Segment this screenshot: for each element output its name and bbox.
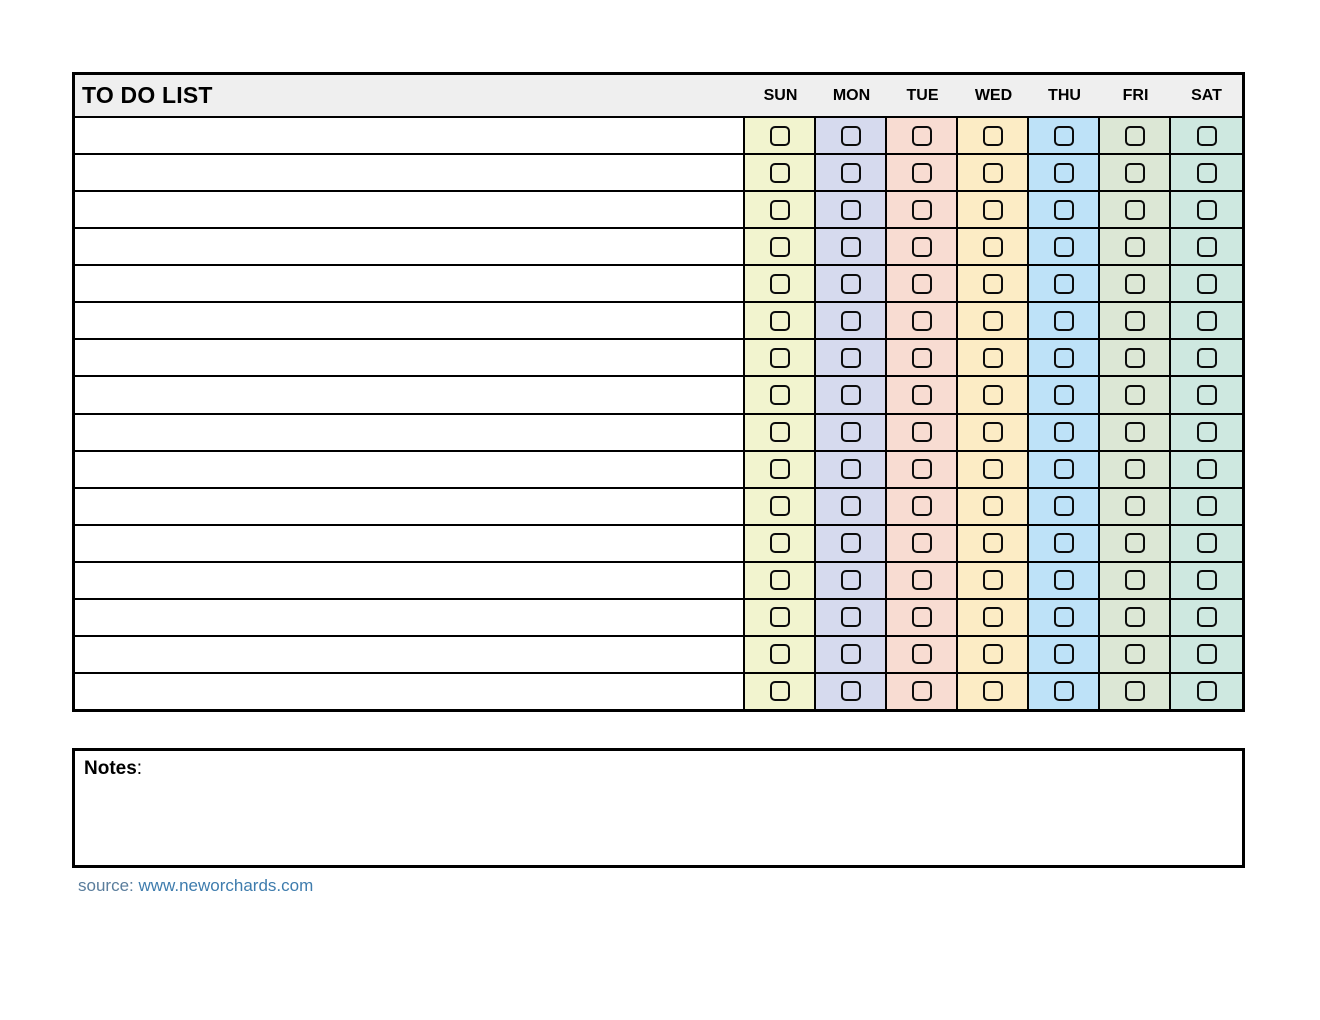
day-cell-sun [745,526,816,561]
task-input-cell[interactable] [75,377,745,412]
day-cell-wed [958,415,1029,450]
day-cell-mon [816,229,887,264]
checkbox-thu[interactable] [1054,126,1074,146]
checkbox-sat[interactable] [1197,311,1217,331]
day-cell-thu [1029,118,1100,153]
day-cell-tue [887,637,958,672]
checkbox-thu[interactable] [1054,459,1074,479]
checkbox-mon[interactable] [841,533,861,553]
checkbox-sun[interactable] [770,459,790,479]
day-cell-fri [1100,637,1171,672]
todo-row [75,229,1242,266]
day-cell-mon [816,340,887,375]
todo-row [75,192,1242,229]
day-cells [745,229,1242,264]
day-cell-tue [887,526,958,561]
day-cell-sat [1171,637,1242,672]
day-cell-sun [745,489,816,524]
day-cell-mon [816,452,887,487]
todo-row [75,563,1242,600]
task-input-cell[interactable] [75,303,745,338]
day-cell-sun [745,452,816,487]
checkbox-fri[interactable] [1125,274,1145,294]
day-header-fri: FRI [1122,86,1149,104]
day-cell-fri [1100,600,1171,635]
checkbox-sat[interactable] [1197,422,1217,442]
notes-input-area[interactable] [84,780,1233,840]
checkbox-sat[interactable] [1197,163,1217,183]
checkbox-fri[interactable] [1125,237,1145,257]
checkbox-fri[interactable] [1125,607,1145,627]
task-input-cell[interactable] [75,600,745,635]
checkbox-tue[interactable] [912,348,932,368]
checkbox-thu[interactable] [1054,163,1074,183]
task-input-cell[interactable] [75,340,745,375]
checkbox-fri[interactable] [1125,126,1145,146]
day-cell-tue [887,155,958,190]
checkbox-tue[interactable] [912,163,932,183]
checkbox-wed[interactable] [983,348,1003,368]
day-cell-fri [1100,489,1171,524]
checkbox-sun[interactable] [770,422,790,442]
day-cell-fri [1100,415,1171,450]
day-cell-sun [745,303,816,338]
checkbox-mon[interactable] [841,274,861,294]
day-cell-wed [958,229,1029,264]
day-cell-fri [1100,266,1171,301]
day-cell-fri [1100,674,1171,709]
todo-row [75,489,1242,526]
day-cell-sat [1171,415,1242,450]
checkbox-sun[interactable] [770,644,790,664]
day-cell-thu [1029,526,1100,561]
checkbox-tue[interactable] [912,607,932,627]
day-cell-sat [1171,563,1242,598]
page-title: TO DO LIST [82,82,213,108]
checkbox-wed[interactable] [983,422,1003,442]
checkbox-wed[interactable] [983,607,1003,627]
checkbox-sat[interactable] [1197,200,1217,220]
day-cell-wed [958,637,1029,672]
day-cell-wed [958,526,1029,561]
day-cell-sun [745,229,816,264]
day-cell-mon [816,266,887,301]
checkbox-mon[interactable] [841,422,861,442]
day-cell-fri [1100,340,1171,375]
todo-row [75,452,1242,489]
day-cells [745,415,1242,450]
checkbox-tue[interactable] [912,533,932,553]
day-cell-mon [816,674,887,709]
day-cells [745,637,1242,672]
day-cells [745,489,1242,524]
day-cell-fri [1100,563,1171,598]
day-cell-sat [1171,377,1242,412]
day-cell-wed [958,452,1029,487]
checkbox-fri[interactable] [1125,311,1145,331]
day-cell-mon [816,526,887,561]
checkbox-thu[interactable] [1054,681,1074,701]
day-cell-sat [1171,192,1242,227]
checkbox-sun[interactable] [770,163,790,183]
table-header [75,75,1242,118]
day-cell-sun [745,377,816,412]
day-headers [745,75,1242,116]
checkbox-thu[interactable] [1054,496,1074,516]
checkbox-tue[interactable] [912,385,932,405]
checkbox-wed[interactable] [983,126,1003,146]
day-cell-wed [958,266,1029,301]
checkbox-fri[interactable] [1125,533,1145,553]
source-link[interactable]: www.neworchards.com [138,876,314,895]
checkbox-fri[interactable] [1125,200,1145,220]
day-cell-tue [887,192,958,227]
day-cell-fri [1100,377,1171,412]
checkbox-mon[interactable] [841,126,861,146]
todo-row [75,340,1242,377]
day-header-wed: WED [974,86,1013,104]
day-cell-tue [887,415,958,450]
checkbox-sun[interactable] [770,681,790,701]
todo-row [75,600,1242,637]
day-cell-fri [1100,118,1171,153]
day-cell-fri [1100,155,1171,190]
day-cells [745,192,1242,227]
day-cell-mon [816,415,887,450]
checkbox-wed[interactable] [983,496,1003,516]
checkbox-mon[interactable] [841,459,861,479]
day-cell-mon [816,155,887,190]
todo-row [75,637,1242,674]
notes-colon: : [136,758,143,779]
checkbox-sat[interactable] [1197,237,1217,257]
day-cell-tue [887,674,958,709]
day-cell-thu [1029,415,1100,450]
day-cell-tue [887,340,958,375]
checkbox-mon[interactable] [841,385,861,405]
checkbox-tue[interactable] [912,681,932,701]
task-input-cell[interactable] [75,192,745,227]
day-cell-wed [958,489,1029,524]
day-header-mon: MON [832,86,871,104]
checkbox-tue[interactable] [912,422,932,442]
day-cell-mon [816,637,887,672]
checkbox-fri[interactable] [1125,163,1145,183]
day-cell-fri [1100,452,1171,487]
checkbox-thu[interactable] [1054,644,1074,664]
task-input-cell[interactable] [75,415,745,450]
checkbox-mon[interactable] [841,311,861,331]
checkbox-wed[interactable] [983,200,1003,220]
task-input-cell[interactable] [75,526,745,561]
day-cell-sat [1171,674,1242,709]
checkbox-mon[interactable] [841,200,861,220]
day-cell-mon [816,192,887,227]
checkbox-sun[interactable] [770,126,790,146]
checkbox-sun[interactable] [770,237,790,257]
day-cell-mon [816,600,887,635]
checkbox-mon[interactable] [841,570,861,590]
checkbox-sun[interactable] [770,570,790,590]
checkbox-wed[interactable] [983,459,1003,479]
checkbox-thu[interactable] [1054,348,1074,368]
checkbox-fri[interactable] [1125,422,1145,442]
day-cell-wed [958,563,1029,598]
day-cell-sun [745,155,816,190]
checkbox-mon[interactable] [841,496,861,516]
day-cell-sun [745,340,816,375]
day-cell-tue [887,266,958,301]
notes-box [72,748,1245,868]
day-cell-sat [1171,340,1242,375]
checkbox-tue[interactable] [912,459,932,479]
todo-row [75,266,1242,303]
task-input-cell[interactable] [75,563,745,598]
task-input-cell[interactable] [75,452,745,487]
todo-table [72,72,1245,712]
checkbox-sun[interactable] [770,274,790,294]
checkbox-mon[interactable] [841,644,861,664]
checkbox-mon[interactable] [841,237,861,257]
day-cell-mon [816,563,887,598]
checkbox-tue[interactable] [912,126,932,146]
day-cell-mon [816,489,887,524]
day-header-tue: TUE [906,86,939,104]
day-cell-thu [1029,452,1100,487]
checkbox-mon[interactable] [841,681,861,701]
day-cell-sun [745,192,816,227]
table-body [75,118,1242,709]
day-cell-sun [745,637,816,672]
day-cells [745,377,1242,412]
day-cell-tue [887,377,958,412]
day-cell-tue [887,489,958,524]
checkbox-fri[interactable] [1125,570,1145,590]
checkbox-thu[interactable] [1054,237,1074,257]
checkbox-mon[interactable] [841,163,861,183]
day-cell-wed [958,192,1029,227]
day-cell-mon [816,377,887,412]
day-cell-thu [1029,229,1100,264]
day-cell-sat [1171,452,1242,487]
checkbox-mon[interactable] [841,348,861,368]
day-cells [745,674,1242,709]
todo-row [75,377,1242,414]
todo-row [75,415,1242,452]
day-cells [745,155,1242,190]
checkbox-sat[interactable] [1197,459,1217,479]
source-line [78,876,313,896]
task-input-cell[interactable] [75,118,745,153]
day-cell-tue [887,600,958,635]
checkbox-thu[interactable] [1054,311,1074,331]
day-cell-thu [1029,600,1100,635]
day-cells [745,563,1242,598]
day-cell-tue [887,303,958,338]
checkbox-wed[interactable] [983,274,1003,294]
day-cell-wed [958,303,1029,338]
checkbox-sat[interactable] [1197,348,1217,368]
checkbox-thu[interactable] [1054,422,1074,442]
checkbox-mon[interactable] [841,607,861,627]
task-input-cell[interactable] [75,155,745,190]
task-input-cell[interactable] [75,637,745,672]
checkbox-sat[interactable] [1197,681,1217,701]
todo-row [75,155,1242,192]
checkbox-tue[interactable] [912,570,932,590]
checkbox-thu[interactable] [1054,274,1074,294]
checkbox-sat[interactable] [1197,570,1217,590]
day-cell-tue [887,118,958,153]
day-cell-wed [958,600,1029,635]
checkbox-wed[interactable] [983,570,1003,590]
checkbox-tue[interactable] [912,496,932,516]
day-cell-thu [1029,266,1100,301]
checkbox-sat[interactable] [1197,644,1217,664]
checkbox-thu[interactable] [1054,533,1074,553]
todo-row [75,118,1242,155]
day-cell-sat [1171,526,1242,561]
day-cell-thu [1029,192,1100,227]
day-cells [745,266,1242,301]
checkbox-sun[interactable] [770,385,790,405]
checkbox-thu[interactable] [1054,200,1074,220]
todo-row [75,303,1242,340]
day-cell-sun [745,266,816,301]
checkbox-wed[interactable] [983,311,1003,331]
day-cells [745,303,1242,338]
day-cell-fri [1100,229,1171,264]
day-cells [745,340,1242,375]
notes-label: Notes [84,758,137,779]
checkbox-sun[interactable] [770,496,790,516]
day-cell-sat [1171,229,1242,264]
day-cell-wed [958,155,1029,190]
checkbox-tue[interactable] [912,644,932,664]
checkbox-sat[interactable] [1197,126,1217,146]
day-header-thu: THU [1048,86,1081,104]
checkbox-sat[interactable] [1197,385,1217,405]
checkbox-tue[interactable] [912,237,932,257]
day-cell-wed [958,340,1029,375]
day-cell-wed [958,377,1029,412]
checkbox-wed[interactable] [983,385,1003,405]
task-input-cell[interactable] [75,674,745,709]
day-cell-fri [1100,192,1171,227]
day-cell-thu [1029,303,1100,338]
checkbox-sun[interactable] [770,311,790,331]
checkbox-tue[interactable] [912,274,932,294]
day-cell-thu [1029,155,1100,190]
checkbox-sun[interactable] [770,348,790,368]
task-input-cell[interactable] [75,266,745,301]
day-cell-sat [1171,303,1242,338]
day-cell-mon [816,303,887,338]
day-cell-sun [745,563,816,598]
day-cell-tue [887,452,958,487]
checkbox-sun[interactable] [770,200,790,220]
checkbox-wed[interactable] [983,237,1003,257]
checkbox-fri[interactable] [1125,496,1145,516]
checkbox-thu[interactable] [1054,570,1074,590]
checkbox-sun[interactable] [770,607,790,627]
todo-row [75,674,1242,709]
day-cell-wed [958,118,1029,153]
day-cell-sat [1171,155,1242,190]
day-cell-thu [1029,563,1100,598]
day-cell-sat [1171,489,1242,524]
checkbox-sat[interactable] [1197,533,1217,553]
day-cell-sat [1171,266,1242,301]
checkbox-sat[interactable] [1197,607,1217,627]
day-cell-sun [745,600,816,635]
day-cell-thu [1029,637,1100,672]
checkbox-tue[interactable] [912,200,932,220]
day-cell-thu [1029,340,1100,375]
day-cells [745,526,1242,561]
day-cell-thu [1029,377,1100,412]
checkbox-fri[interactable] [1125,459,1145,479]
day-cells [745,118,1242,153]
checkbox-thu[interactable] [1054,385,1074,405]
checkbox-fri[interactable] [1125,348,1145,368]
day-cell-sat [1171,600,1242,635]
checkbox-sat[interactable] [1197,274,1217,294]
checkbox-sun[interactable] [770,533,790,553]
checkbox-fri[interactable] [1125,644,1145,664]
day-cells [745,600,1242,635]
checkbox-fri[interactable] [1125,681,1145,701]
day-cell-thu [1029,489,1100,524]
source-label: source: [78,876,134,895]
checkbox-wed[interactable] [983,533,1003,553]
day-cell-tue [887,563,958,598]
checkbox-wed[interactable] [983,644,1003,664]
day-header-sun: SUN [763,86,798,104]
task-input-cell[interactable] [75,489,745,524]
day-cells [745,452,1242,487]
checkbox-sat[interactable] [1197,496,1217,516]
day-cell-sun [745,118,816,153]
checkbox-tue[interactable] [912,311,932,331]
task-input-cell[interactable] [75,229,745,264]
checkbox-wed[interactable] [983,681,1003,701]
day-cell-thu [1029,674,1100,709]
day-header-sat: SAT [1191,86,1222,104]
checkbox-thu[interactable] [1054,607,1074,627]
checkbox-fri[interactable] [1125,385,1145,405]
day-cell-sun [745,674,816,709]
day-cell-sun [745,415,816,450]
day-cell-tue [887,229,958,264]
todo-row [75,526,1242,563]
day-cell-mon [816,118,887,153]
day-cell-sat [1171,118,1242,153]
day-cell-wed [958,674,1029,709]
day-cell-fri [1100,526,1171,561]
checkbox-wed[interactable] [983,163,1003,183]
day-cell-fri [1100,303,1171,338]
